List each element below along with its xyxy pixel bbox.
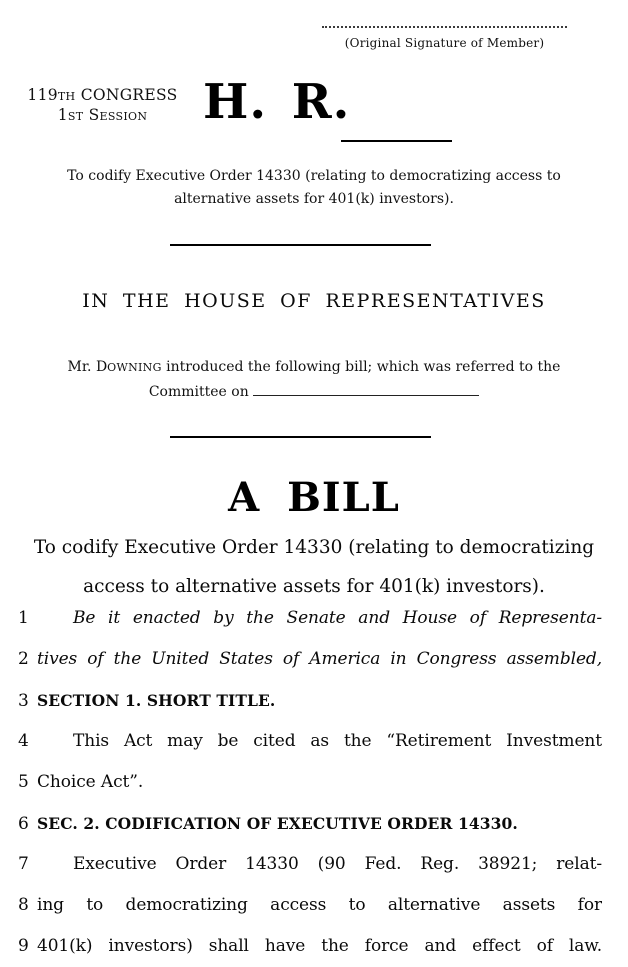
introduction-line2	[0, 380, 628, 404]
introduction-block	[0, 355, 628, 404]
line-text: SEC. 2. CODIFICATION OF EXECUTIVE ORDER 14330.	[37, 814, 518, 833]
bill-body	[18, 598, 602, 967]
bill-line	[18, 598, 602, 639]
session-number-suffix: ST	[67, 110, 84, 123]
bill-number-label: H. R.	[203, 74, 351, 130]
line-text: Be it enacted by the Senate and House of Representa-	[73, 608, 602, 628]
purpose-short-line2: alternative assets for 401(k) investors).	[174, 191, 454, 207]
congress-session-block	[20, 86, 185, 126]
session-number: 1	[57, 106, 68, 124]
line-number: 2	[18, 649, 29, 669]
line-number: 5	[18, 772, 29, 792]
chamber-heading: IN THE HOUSE OF REPRESENTATIVES	[82, 290, 546, 312]
purpose-short-line1: To codify Executive Order 14330 (relating to democratizing access to	[67, 168, 561, 184]
line-text: tives of the United States of America in Congress assembled,	[37, 649, 602, 669]
purpose-long-line1: To codify Executive Order 14330 (relating to democratizing	[33, 537, 595, 558]
bill-number-blank	[341, 118, 452, 142]
congress-number-suffix: TH	[57, 90, 76, 103]
bill-line	[18, 680, 602, 721]
line-number: 4	[18, 731, 29, 751]
signature-caption: (Original Signature of Member)	[344, 36, 545, 50]
sponsor-rest: OWNING	[107, 361, 162, 374]
line-number: 6	[18, 814, 29, 834]
line-text: Executive Order 14330 (90 Fed. Reg. 38921; relat-	[73, 854, 602, 874]
introduction-line1	[0, 355, 628, 380]
committee-blank-line	[253, 384, 479, 396]
introduction-rest: introduced the following bill; which was referred to the	[161, 359, 561, 375]
bill-line	[18, 885, 602, 926]
line-number: 1	[18, 608, 29, 628]
bill-line	[18, 803, 602, 844]
bill-line	[18, 639, 602, 680]
session-line	[20, 106, 185, 126]
purpose-short	[0, 165, 628, 211]
bill-line	[18, 844, 602, 885]
separator-rule-top	[170, 244, 431, 246]
bill-line	[18, 721, 602, 762]
purpose-long	[0, 528, 628, 606]
line-text: 401(k) investors) shall have the force and effect of law.	[37, 936, 602, 956]
signature-dotted-line	[322, 26, 567, 28]
purpose-long-line2: access to alternative assets for 401(k) investors).	[83, 576, 545, 597]
sponsor-initial: D	[95, 359, 108, 375]
signature-block	[322, 26, 567, 50]
committee-label: Committee on	[148, 384, 254, 400]
congress-number: 119	[27, 86, 58, 104]
line-text: Choice Act”.	[37, 772, 144, 792]
separator-rule-bottom	[170, 436, 431, 438]
line-text: SECTION 1. SHORT TITLE.	[37, 691, 276, 710]
session-word-initial: S	[88, 106, 100, 124]
line-text: This Act may be cited as the “Retirement Investment	[73, 731, 602, 751]
congress-word: CONGRESS	[80, 86, 178, 104]
line-number: 8	[18, 895, 29, 915]
session-word-rest: ESSION	[99, 110, 148, 123]
congress-line	[20, 86, 185, 106]
sponsor-prefix: Mr.	[67, 359, 96, 375]
line-number: 7	[18, 854, 29, 874]
line-text: ing to democratizing access to alternative assets for	[37, 895, 602, 915]
bill-line	[18, 762, 602, 803]
line-number: 3	[18, 691, 29, 711]
line-number: 9	[18, 936, 29, 956]
bill-line	[18, 926, 602, 967]
bill-title: A BILL	[228, 474, 400, 521]
